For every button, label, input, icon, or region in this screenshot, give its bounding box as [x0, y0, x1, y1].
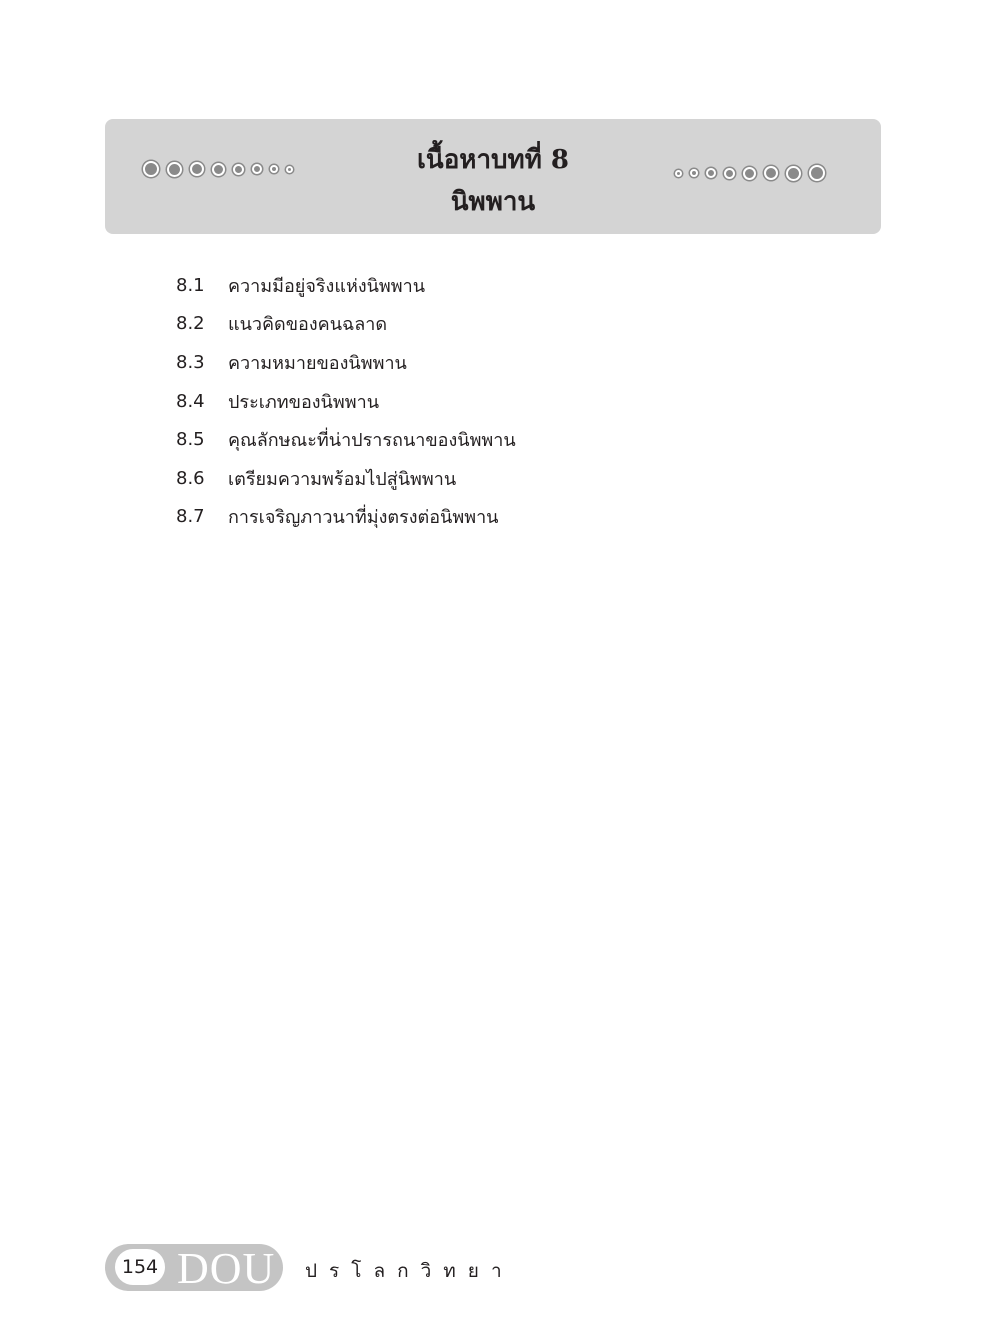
toc-item: [176, 266, 516, 305]
toc-item: [176, 498, 516, 537]
toc-text: ความมีอยู่จริงแห่งนิพพาน: [228, 275, 426, 297]
chapter-header: [105, 119, 881, 234]
footer-subject: ปรโลกวิทยา: [305, 1260, 514, 1282]
footer-badge: [105, 1244, 283, 1291]
toc-item: [176, 305, 516, 344]
page-number: 154: [115, 1249, 165, 1285]
toc-number: 8.4: [176, 390, 205, 412]
dou-logo: DOU: [177, 1244, 276, 1293]
chapter-number: เนื้อหาบทที่ 8: [417, 145, 569, 175]
toc-number: 8.3: [176, 351, 205, 373]
chapter-title: นิพพาน: [450, 187, 536, 217]
toc-text: ประเภทของนิพพาน: [228, 391, 379, 413]
toc-item: [176, 459, 516, 498]
table-of-contents: [176, 266, 516, 536]
toc-item: [176, 420, 516, 459]
toc-number: 8.6: [176, 467, 205, 489]
toc-number: 8.5: [176, 429, 205, 451]
dot-icon: [724, 168, 735, 179]
dot-icon: [706, 168, 716, 178]
toc-text: แนวคิดของคนฉลาด: [228, 314, 388, 336]
toc-number: 8.2: [176, 313, 205, 335]
dot-icon: [743, 167, 756, 180]
dot-icon: [809, 165, 825, 181]
dot-icon: [764, 166, 778, 180]
toc-text: เตรียมความพร้อมไปสู่นิพพาน: [228, 468, 457, 490]
toc-item: [176, 382, 516, 421]
toc-number: 8.7: [176, 506, 205, 528]
toc-item: [176, 343, 516, 382]
toc-text: ความหมายของนิพพาน: [228, 352, 407, 374]
toc-number: 8.1: [176, 274, 205, 296]
dot-icon: [690, 169, 698, 177]
dot-icon: [675, 170, 682, 177]
toc-text: การเจริญภาวนาที่มุ่งตรงต่อนิพพาน: [228, 507, 499, 529]
dot-icon: [786, 166, 801, 181]
decorative-dots-right: [675, 165, 833, 181]
toc-text: คุณลักษณะที่น่าปรารถนาของนิพพาน: [228, 430, 516, 452]
